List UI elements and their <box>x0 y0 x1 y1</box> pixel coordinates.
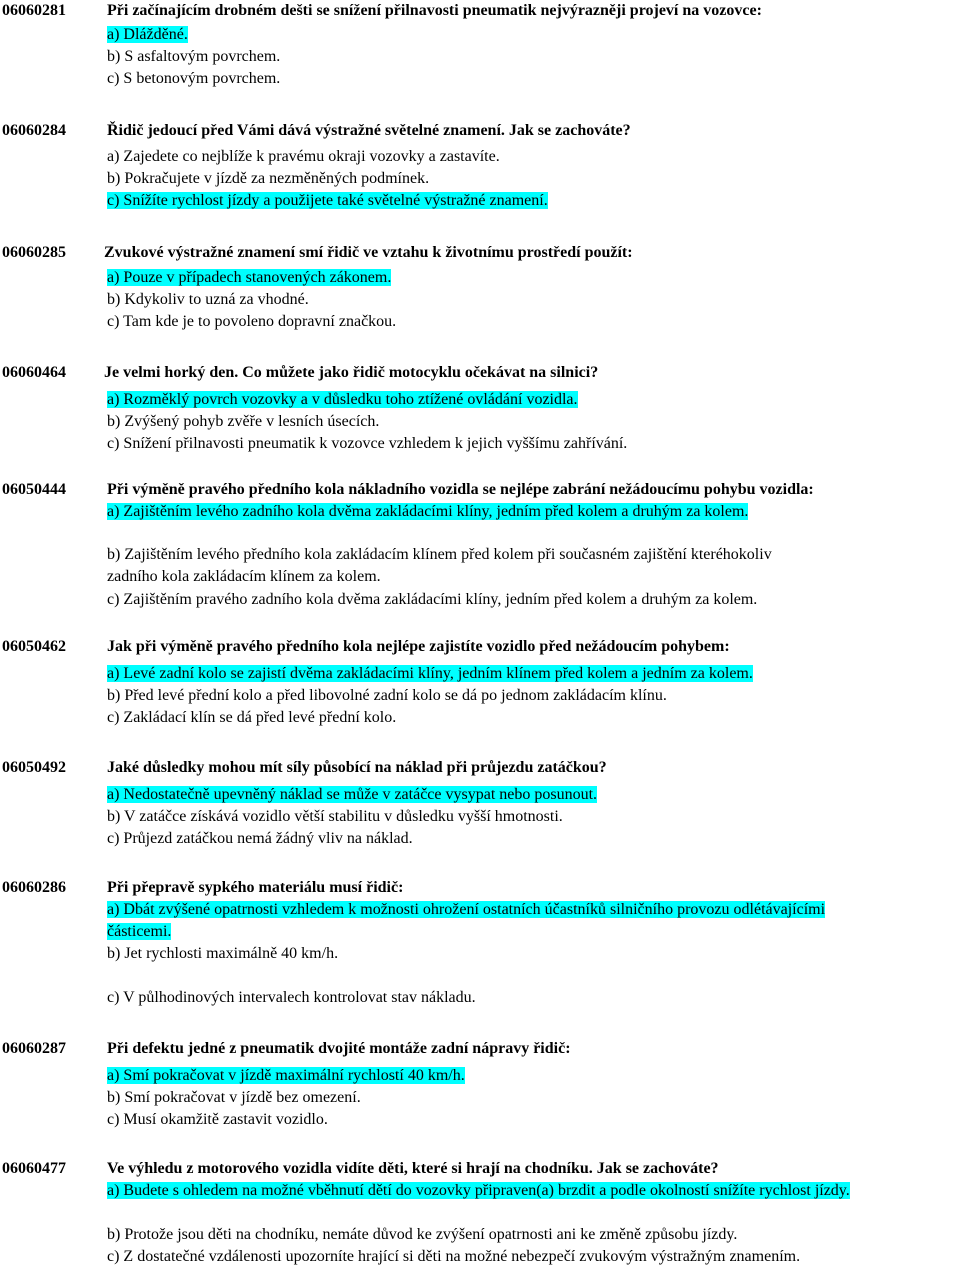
answer-c: c) V půlhodinových intervalech kontrolovat stav nákladu. <box>107 989 476 1006</box>
correct-answer-highlight: a) Zajištěním levého zadního kola dvěma zakládacími klíny, jedním před kolem a druhým za kolem. <box>107 503 749 520</box>
answer-c: c) S betonovým povrchem. <box>107 70 281 87</box>
correct-answer-highlight: c) Snížíte rychlost jízdy a použijete také světelné výstražné znamení. <box>107 192 548 209</box>
answer-c: c) Zakládací klín se dá před levé přední kolo. <box>107 709 397 726</box>
answer-b: b) Smí pokračovat v jízdě bez omezení. <box>107 1089 361 1106</box>
answer-a <box>107 501 956 523</box>
correct-answer-highlight: a) Dbát zvýšené opatrnosti vzhledem k možnosti ohrožení ostatních účastníků silničního provozu odlétávajícími částicemi. <box>107 901 826 940</box>
correct-answer-highlight: a) Pouze v případech stanovených zákonem. <box>107 269 392 286</box>
answer-a <box>107 267 956 289</box>
question-text: Je velmi horký den. Co můžete jako řidič motocyklu očekávat na silnici? <box>104 364 599 381</box>
question-text: Při přepravě sypkého materiálu musí řidič: <box>107 879 404 896</box>
answer-a <box>107 784 956 806</box>
answer-c: c) Zajištěním pravého zadního kola dvěma zakládacími klíny, jedním před kolem a druhým za kolem. <box>107 591 758 608</box>
question-text: Při defektu jedné z pneumatik dvojité montáže zadní nápravy řidič: <box>107 1040 571 1057</box>
answer-a <box>107 1180 956 1202</box>
question-text: Jak při výměně pravého předního kola nejlépe zajistíte vozidlo před nežádoucím pohybem: <box>107 638 730 655</box>
question-id: 06050444 <box>2 481 66 498</box>
answer-a <box>107 663 956 685</box>
question-id: 06060285 <box>2 244 66 261</box>
question-id: 06060286 <box>2 879 66 896</box>
answer-b: b) Před levé přední kolo a před libovolné zadní kolo se dá po jednom zakládacím klínu. <box>107 687 667 704</box>
question-id: 06060281 <box>2 2 66 19</box>
correct-answer-highlight: a) Nedostatečně upevněný náklad se může v zatáčce vysypat nebo posunout. <box>107 786 598 803</box>
answer-c: c) Z dostatečné vzdálenosti upozorníte hrající si děti na možné nebezpečí zvukovým výstražným znamením. <box>107 1248 801 1265</box>
answer-a <box>107 899 860 943</box>
answer-b: b) V zatáčce získává vozidlo větší stabilitu v důsledku vyšší hmotnosti. <box>107 808 563 825</box>
answer-c: c) Snížení přilnavosti pneumatik k vozovce vzhledem k jejich vyššímu zahřívání. <box>107 435 628 452</box>
answer-a <box>107 389 956 411</box>
correct-answer-highlight: a) Levé zadní kolo se zajistí dvěma zakládacími klíny, jedním klínem před kolem a jedním za kolem. <box>107 665 753 682</box>
answer-b: b) Zajištěním levého předního kola zakládacím klínem před kolem při současném zajištění kteréhokoliv zadního kola zakládacím klínem za kolem. <box>107 546 772 585</box>
question-text: Ve výhledu z motorového vozidla vidíte děti, které si hrají na chodníku. Jak se zachováte? <box>107 1160 719 1177</box>
answer-b: b) Kdykoliv to uzná za vhodné. <box>107 291 309 308</box>
question-text: Při výměně pravého předního kola nákladního vozidla se nejlépe zabrání nežádoucímu pohybu vozidla: <box>107 481 814 498</box>
question-text: Při začínajícím drobném dešti se snížení přilnavosti pneumatik nejvýrazněji projeví na vozovce: <box>107 2 762 19</box>
answer-b: b) Protože jsou děti na chodníku, nemáte důvod ke zvýšení opatrnosti ani ke změně způsobu jízdy. <box>107 1226 738 1243</box>
question-id: 06050462 <box>2 638 66 655</box>
question-id: 06050492 <box>2 759 66 776</box>
question-id: 06060464 <box>2 364 66 381</box>
question-id: 06060287 <box>2 1040 66 1057</box>
question-id: 06060477 <box>2 1160 66 1177</box>
answer-b: b) Jet rychlosti maximálně 40 km/h. <box>107 945 339 962</box>
answer-c: c) Průjezd zatáčkou nemá žádný vliv na náklad. <box>107 830 413 847</box>
answer-c <box>107 190 956 212</box>
question-id: 06060284 <box>2 122 66 139</box>
answer-c: c) Musí okamžitě zastavit vozidlo. <box>107 1111 328 1128</box>
correct-answer-highlight: a) Budete s ohledem na možné vběhnutí dětí do vozovky připraven(a) brzdit a podle okolností snížíte rychlost jízdy. <box>107 1182 850 1199</box>
answer-b: b) Zvýšený pohyb zvěře v lesních úsecích. <box>107 413 380 430</box>
answer-b: b) Pokračujete v jízdě za nezměněných podmínek. <box>107 170 430 187</box>
question-text: Jaké důsledky mohou mít síly působící na náklad při průjezdu zatáčkou? <box>107 759 607 776</box>
correct-answer-highlight: a) Smí pokračovat v jízdě maximální rychlostí 40 km/h. <box>107 1067 465 1084</box>
answer-a <box>107 1065 956 1087</box>
question-text: Řidič jedoucí před Vámi dává výstražné světelné znamení. Jak se zachováte? <box>107 122 631 139</box>
answer-a: a) Zajedete co nejblíže k pravému okraji vozovky a zastavíte. <box>107 148 500 165</box>
question-text: Zvukové výstražné znamení smí řidič ve vztahu k životnímu prostředí použít: <box>104 244 633 261</box>
answer-a <box>107 24 956 46</box>
correct-answer-highlight: a) Rozměklý povrch vozovky a v důsledku toho ztížené ovládání vozidla. <box>107 391 578 408</box>
answer-c: c) Tam kde je to povoleno dopravní značkou. <box>107 313 397 330</box>
correct-answer-highlight: a) Dlážděné. <box>107 26 188 43</box>
answer-b: b) S asfaltovým povrchem. <box>107 48 281 65</box>
